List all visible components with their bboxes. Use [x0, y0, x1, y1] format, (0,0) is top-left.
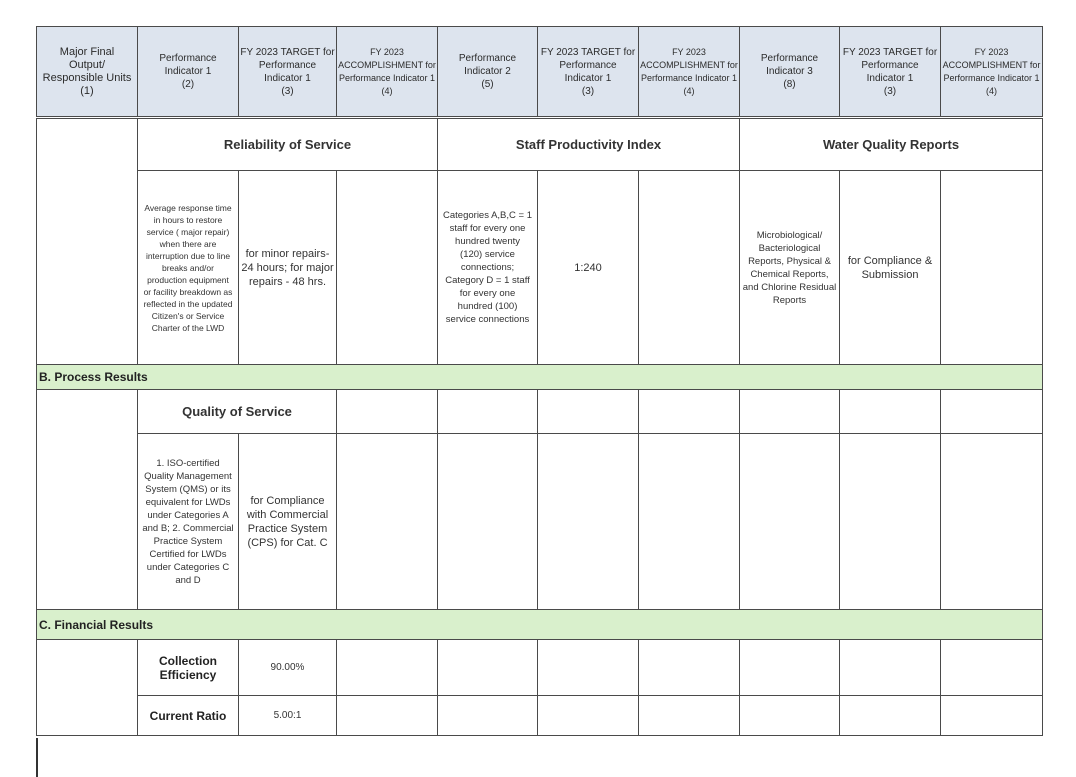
water-reports-indicator: Microbiological/ Bacteriological Reports, Physical & Chemical Reports, and Chlorine Residual Reports: [740, 171, 840, 365]
header-performance-indicator-3: Performance Indicator 3 (8): [740, 27, 840, 117]
title-water-quality-reports: Water Quality Reports: [740, 119, 1043, 171]
header-target-1: FY 2023 TARGET for Performance Indicator 1 (3): [239, 27, 337, 117]
section-financial-results: C. Financial Results: [37, 610, 1043, 640]
water-quality-accomplishment: [941, 171, 1043, 365]
iso-col9: [840, 434, 941, 610]
collection-col10: [941, 640, 1043, 696]
repairs-target: for minor repairs- 24 hours; for major repairs - 48 hrs.: [239, 171, 337, 365]
header-performance-indicator-2: Performance Indicator 2 (5): [438, 27, 538, 117]
current-ratio-value: 5.00:1: [239, 696, 337, 736]
collection-efficiency-label: Collection Efficiency: [138, 640, 239, 696]
quality-title-col9: [840, 390, 941, 434]
ratio-col10: [941, 696, 1043, 736]
major-output-cell-b: [37, 390, 138, 610]
header-accomplishment-3: FY 2023 ACCOMPLISHMENT for Performance Indicator 1 (4): [941, 27, 1043, 117]
iso-col8: [740, 434, 840, 610]
title-reliability-of-service: Reliability of Service: [138, 119, 438, 171]
categories-indicator: Categories A,B,C = 1 staff for every one hundred twenty (120) service connections; Category D = 1 staff for every one hundred (100) service connections: [438, 171, 538, 365]
major-output-cell-a: [37, 119, 138, 365]
quality-title-col5: [438, 390, 538, 434]
current-ratio-label: Current Ratio: [138, 696, 239, 736]
ratio-col9: [840, 696, 941, 736]
left-edge-line: [36, 738, 38, 777]
header-accomplishment-2: FY 2023 ACCOMPLISHMENT for Performance Indicator 1 (4): [639, 27, 740, 117]
collection-col4: [337, 640, 438, 696]
iso-qms-indicator: 1. ISO-certified Quality Management System (QMS) or its equivalent for LWDs under Categories A and B; 2. Commercial Practice System Certified for LWDs under Categories C and D: [138, 434, 239, 610]
ratio-col4: [337, 696, 438, 736]
ratio-col5: [438, 696, 538, 736]
quality-title-col4: [337, 390, 438, 434]
iso-col7: [639, 434, 740, 610]
title-quality-of-service: Quality of Service: [138, 390, 337, 434]
collection-col6: [538, 640, 639, 696]
header-target-3: FY 2023 TARGET for Performance Indicator 1 (3): [840, 27, 941, 117]
collection-col5: [438, 640, 538, 696]
collection-col9: [840, 640, 941, 696]
quality-title-col6: [538, 390, 639, 434]
iso-col5: [438, 434, 538, 610]
section-process-results: B. Process Results: [37, 365, 1043, 390]
ratio-col8: [740, 696, 840, 736]
header-performance-indicator-1: Performance Indicator 1 (2): [138, 27, 239, 117]
productivity-accomplishment: [639, 171, 740, 365]
collection-col7: [639, 640, 740, 696]
collection-efficiency-value: 90.00%: [239, 640, 337, 696]
response-time-indicator: Average response time in hours to restore service ( major repair) when there are interruption due to line breaks and/or production equipment or facility breakdown as reflected in the updated Citizen's or Service Charter of the LWD: [138, 171, 239, 365]
collection-col8: [740, 640, 840, 696]
reliability-accomplishment: [337, 171, 438, 365]
ratio-col7: [639, 696, 740, 736]
cps-compliance-target: for Compliance with Commercial Practice System (CPS) for Cat. C: [239, 434, 337, 610]
quality-title-col7: [639, 390, 740, 434]
iso-col4: [337, 434, 438, 610]
header-accomplishment-1: FY 2023 ACCOMPLISHMENT for Performance Indicator 1 (4): [337, 27, 438, 117]
compliance-submission-target: for Compliance & Submission: [840, 171, 941, 365]
header-table: [36, 26, 1043, 117]
header-target-2: FY 2023 TARGET for Performance Indicator 1 (3): [538, 27, 639, 117]
quality-title-col8: [740, 390, 840, 434]
major-output-cell-c: [37, 640, 138, 736]
header-major-final-output: Major Final Output/ Responsible Units (1): [37, 27, 138, 117]
ratio-col6: [538, 696, 639, 736]
iso-col10: [941, 434, 1043, 610]
body-table: [36, 118, 1043, 736]
title-staff-productivity-index: Staff Productivity Index: [438, 119, 740, 171]
iso-col6: [538, 434, 639, 610]
quality-title-col10: [941, 390, 1043, 434]
productivity-ratio: 1:240: [538, 171, 639, 365]
